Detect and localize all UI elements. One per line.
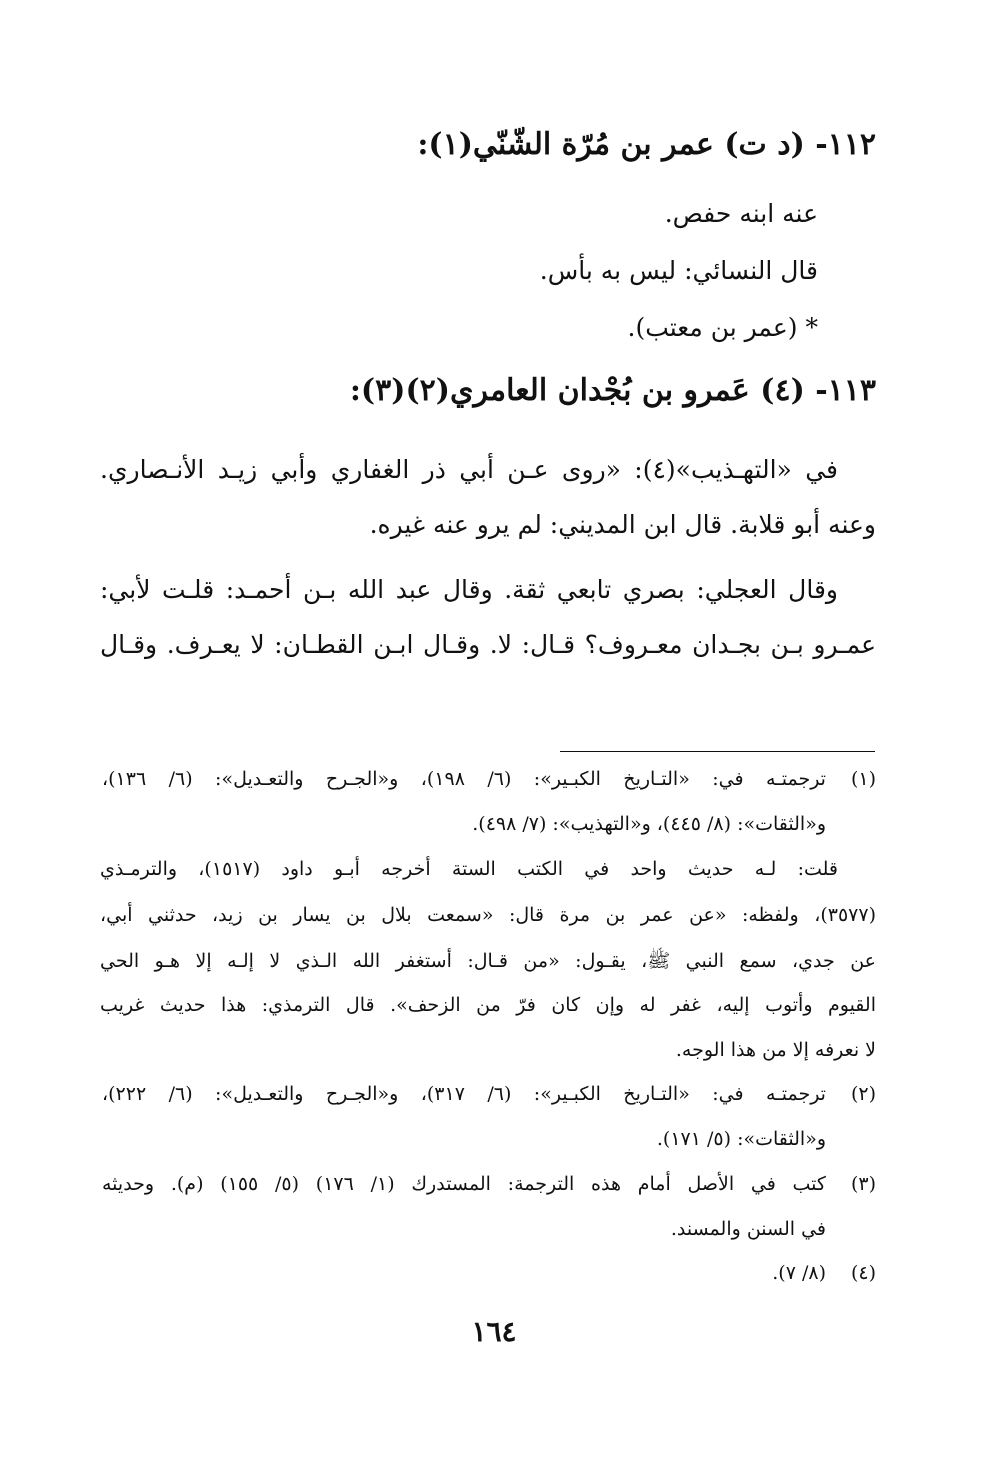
- footnote-separator: [560, 751, 875, 752]
- footnote-3-number: (٣): [850, 1173, 876, 1195]
- entry-112-line-1: عنه ابنه حفص.: [664, 199, 818, 228]
- footnote-1-line-2: و«الثقات»: (٨/ ٤٤٥)، و«التهذيب»: (٧/ ٤٩٨).: [472, 813, 826, 835]
- entry-112-title: ١١٢- (د ت) عمر بن مُرّة الشّنّي(١):: [417, 127, 876, 162]
- footnote-3-line-2: في السنن والمسند.: [670, 1218, 826, 1240]
- footnote-1-line-6: القيوم وأتوب إليه، غفر له وإن كان فرّ من الزحف». قال الترمذي: هذا حديث غريب: [100, 994, 876, 1016]
- footnote-3-line-1: كتب في الأصل أمام هذه الترجمة: المستدرك (١/ ١٧٦) (٥/ ١٥٥) (م). وحديثه: [102, 1173, 826, 1195]
- entry-113-paragraph-2-line-1: وقال العجلي: بصري تابعي ثقة. وقال عبد الله بـن أحمـد: قلـت لأبي:: [100, 575, 838, 604]
- footnote-1-number: (١): [850, 768, 876, 790]
- footnote-1-line-5: عن جدي، سمع النبي ﷺ، يقـول: «من قـال: أستغفر الله الـذي لا إلـه إلا هـو الحي: [100, 950, 876, 972]
- footnote-1-line-4: (٣٥٧٧)، ولفظه: «عن عمر بن مرة قال: «سمعت بلال بن يسار بن زيد، حدثني أبي،: [100, 904, 876, 926]
- footnote-1-line-1: ترجمتـه في: «التـاريخ الكبـير»: (٦/ ١٩٨)، و«الجـرح والتعـديل»: (٦/ ١٣٦)،: [102, 768, 826, 790]
- entry-112-line-3: * (عمر بن معتب).: [627, 313, 818, 342]
- footnote-4-line-1: (٨/ ٧).: [772, 1262, 826, 1284]
- footnote-1-line-3: قلت: لـه حديث واحد في الكتب الستة أخرجه أبـو داود (١٥١٧)، والترمـذي: [100, 858, 839, 880]
- footnote-2-line-2: و«الثقات»: (٥/ ١٧١).: [656, 1128, 826, 1150]
- entry-113-title: ١١٣- (٤) عَمرو بن بُجْدان العامري(٢)(٣):: [349, 373, 876, 408]
- footnote-4-number: (٤): [850, 1262, 876, 1284]
- footnote-2-number: (٢): [850, 1083, 876, 1105]
- entry-112-line-2: قال النسائي: ليس به بأس.: [539, 256, 818, 285]
- entry-113-paragraph-1-line-1: في «التهـذيب»(٤): «روى عـن أبي ذر الغفاري وأبي زيـد الأنـصاري.: [100, 455, 838, 484]
- footnote-1-line-7: لا نعرفه إلا من هذا الوجه.: [675, 1039, 876, 1061]
- entry-113-paragraph-2-line-2: عمـرو بـن بجـدان معـروف؟ قـال: لا. وقـال ابـن القطـان: لا يعـرف. وقـال: [100, 630, 876, 659]
- footnote-2-line-1: ترجمتـه في: «التـاريخ الكبـير»: (٦/ ٣١٧)، و«الجـرح والتعـديل»: (٦/ ٢٢٢)،: [102, 1083, 826, 1105]
- page-number: ١٦٤: [471, 1315, 517, 1348]
- entry-113-paragraph-1-line-2: وعنه أبو قلابة. قال ابن المديني: لم يرو عنه غيره.: [369, 510, 876, 539]
